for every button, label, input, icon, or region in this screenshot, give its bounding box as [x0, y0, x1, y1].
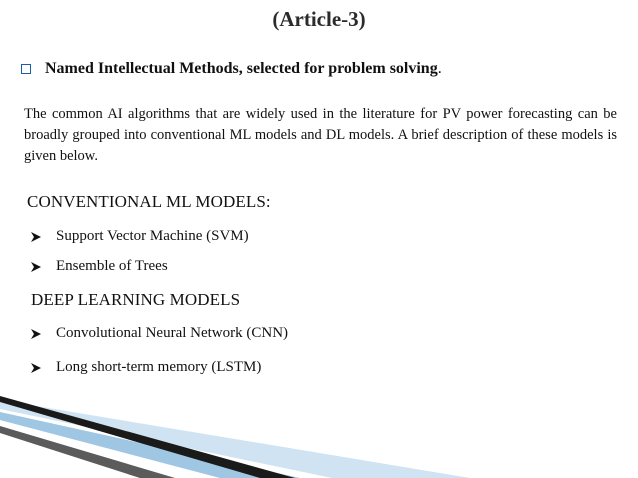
list-item-label: Support Vector Machine (SVM): [56, 228, 249, 244]
list-item: [31, 258, 168, 275]
slide-title: (Article-3): [272, 7, 366, 31]
list-item-label: Ensemble of Trees: [56, 258, 168, 274]
list-item: [31, 359, 261, 376]
list-item: [31, 228, 249, 245]
arrowhead-bullet-icon: [31, 363, 41, 373]
heading-bullet-row: [21, 60, 442, 78]
heading-text: Named Intellectual Methods, selected for problem solving: [45, 60, 438, 77]
list-item: [31, 325, 288, 342]
arrowhead-bullet-icon: [31, 262, 41, 272]
list-item-label: Long short-term memory (LSTM): [56, 359, 262, 375]
section-title-conventional: CONVENTIONAL ML MODELS:: [27, 192, 271, 211]
arrowhead-bullet-icon: [31, 329, 41, 339]
intro-paragraph: The common AI algorithms that are widely used in the literature for PV power forecasting can be broadly grouped into conventional ML models and DL models. A brief description of these models is given below.: [24, 106, 617, 164]
square-bullet-icon: [21, 64, 31, 74]
arrowhead-bullet-icon: [31, 232, 41, 242]
heading-period: .: [437, 60, 442, 77]
list-item-label: Convolutional Neural Network (CNN): [56, 325, 289, 341]
section-title-deep-learning: DEEP LEARNING MODELS: [31, 290, 241, 309]
